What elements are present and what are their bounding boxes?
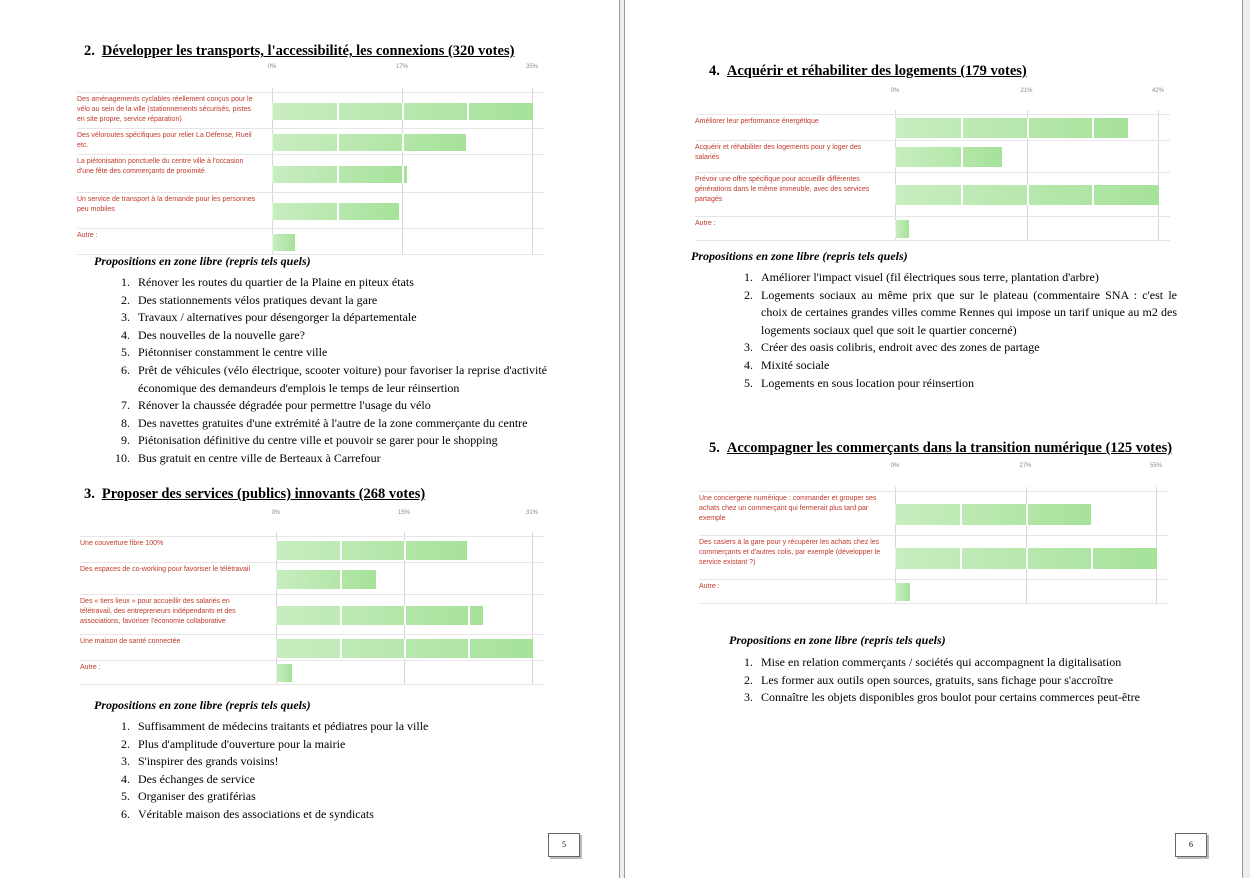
category-label: Autre : bbox=[695, 220, 716, 227]
chart-bottom-line bbox=[699, 603, 1168, 604]
category-label: Autre : bbox=[699, 583, 720, 590]
chart-row bbox=[80, 634, 544, 661]
category-label: Des aménagements cyclables réellement conçus pour le vélo au sein de la ville (stationnements sécurisés, pistes en site propre, service réparation) bbox=[77, 96, 253, 123]
bar bbox=[272, 203, 399, 220]
section-2-propositions-title: Propositions en zone libre (repris tels quels) bbox=[94, 254, 311, 268]
chart-bottom-line bbox=[80, 684, 544, 685]
proposition-item bbox=[114, 806, 554, 824]
section-5-propositions-title: Propositions en zone libre (repris tels quels) bbox=[729, 633, 946, 647]
bar-segment-divider bbox=[961, 147, 963, 167]
proposition-item bbox=[114, 274, 547, 292]
proposition-number: 3. bbox=[121, 310, 130, 325]
proposition-item bbox=[114, 415, 547, 433]
bar bbox=[276, 664, 292, 682]
axis-tick-label: 15% bbox=[397, 510, 411, 516]
proposition-item bbox=[114, 397, 547, 415]
chart-row bbox=[695, 140, 1170, 173]
axis-tick-label: 0% bbox=[890, 463, 900, 469]
bar bbox=[895, 548, 1157, 569]
category-label: Des véloroutes spécifiques pour relier La Défense, Rueil etc. bbox=[77, 132, 252, 149]
bar-segment-divider bbox=[340, 606, 342, 625]
bar bbox=[895, 583, 910, 601]
chart-row bbox=[80, 660, 544, 685]
section-4-propositions-title: Propositions en zone libre (repris tels quels) bbox=[691, 249, 908, 263]
axis-tick-label: 27% bbox=[1019, 463, 1032, 469]
proposition-text: Travaux / alternatives pour désengorger la départementale bbox=[138, 310, 417, 325]
bar-segment-divider bbox=[402, 134, 404, 151]
proposition-item bbox=[737, 357, 1177, 375]
proposition-text: Des échanges de service bbox=[138, 771, 255, 786]
proposition-text: Logements en sous location pour réinsertion bbox=[761, 375, 974, 390]
section-4-propositions-list bbox=[737, 269, 1177, 392]
proposition-item bbox=[114, 327, 547, 345]
chart-row bbox=[77, 192, 544, 229]
page-5 bbox=[0, 0, 620, 878]
bar bbox=[276, 570, 376, 589]
section-2-propositions-list bbox=[114, 274, 547, 468]
axis-tick-label: 31% bbox=[525, 510, 539, 516]
proposition-text: Améliorer l'impact visuel (fil électriques sous terre, plantation d'arbre) bbox=[761, 270, 1099, 284]
bar-segment-divider bbox=[1026, 504, 1028, 525]
proposition-text: Suffisamment de médecins traitants et pédiatres pour la ville bbox=[138, 719, 429, 733]
bar-segment-divider bbox=[960, 548, 962, 569]
bar bbox=[895, 147, 1002, 167]
proposition-number: 1. bbox=[744, 270, 753, 284]
proposition-number: 4. bbox=[121, 771, 130, 786]
bar-segment-divider bbox=[337, 166, 339, 183]
proposition-text: Rénover les routes du quartier de la Plaine en piteux états bbox=[138, 275, 414, 289]
proposition-number: 3. bbox=[744, 690, 753, 705]
section-3-title: 3. Proposer des services (publics) innovants (268 votes) bbox=[84, 486, 426, 502]
chart-transports bbox=[77, 64, 547, 254]
proposition-text: Piétonniser constamment le centre ville bbox=[138, 345, 328, 360]
bar bbox=[272, 166, 407, 183]
category-label: La piétonisation ponctuelle du centre ville à l'occasion d'une fête des commerçants de proximité bbox=[77, 158, 244, 175]
proposition-text: Véritable maison des associations et de syndicats bbox=[138, 806, 374, 821]
bar-segment-divider bbox=[337, 103, 339, 120]
bar-segment-divider bbox=[404, 606, 406, 625]
category-label: Prévoir une offre spécifique pour accueillir différentes générations dans le même immeuble, avec des services partagés bbox=[695, 176, 870, 203]
proposition-text: Logements sociaux au même prix que sur le plateau (commentaire SNA : c'est le choix de certaines grandes villes comme Rennes qui impose un tarif unique au m2 des logements sociaux quel que soit le quartier concerné) bbox=[761, 287, 1177, 337]
proposition-text: Les former aux outils open sources, gratuits, sans fichage pour s'accroître bbox=[761, 672, 1114, 687]
bar-segment-divider bbox=[404, 639, 406, 658]
proposition-text: Des stationnements vélos pratiques devant la gare bbox=[138, 292, 378, 307]
chart-logements bbox=[695, 88, 1165, 240]
bar-segment-divider bbox=[1027, 118, 1029, 138]
axis-tick-label: 42% bbox=[1151, 88, 1165, 94]
chart-row bbox=[77, 92, 544, 129]
proposition-item bbox=[114, 450, 547, 468]
proposition-number: 3. bbox=[744, 340, 753, 355]
chart-row bbox=[80, 594, 544, 635]
proposition-number: 5. bbox=[121, 789, 130, 804]
proposition-item bbox=[737, 672, 1187, 690]
page-6 bbox=[624, 0, 1243, 878]
section-3-propositions-title: Propositions en zone libre (repris tels quels) bbox=[94, 698, 311, 712]
proposition-number: 6. bbox=[121, 806, 130, 821]
proposition-number: 7. bbox=[121, 398, 130, 413]
proposition-text: S'inspirer des grands voisins! bbox=[138, 754, 279, 769]
proposition-number: 8. bbox=[121, 415, 130, 430]
proposition-number: 2. bbox=[121, 292, 130, 307]
category-label: Des « tiers lieux » pour accueillir des salariés en télétravail, des entrepreneurs indépendants et des associations, favoriser l'économie collaborative bbox=[80, 598, 236, 625]
bar-segment-divider bbox=[961, 118, 963, 138]
category-label: Améliorer leur performance énergétique bbox=[695, 118, 819, 125]
proposition-text: Piétonisation définitive du centre ville et pouvoir se garer pour le shopping bbox=[138, 433, 498, 448]
section-3-propositions-list bbox=[114, 718, 554, 824]
bar-segment-divider bbox=[1092, 118, 1094, 138]
proposition-number: 1. bbox=[121, 719, 130, 733]
proposition-number: 2. bbox=[744, 287, 753, 302]
proposition-item bbox=[737, 339, 1177, 357]
page-number-6: 6 bbox=[1175, 833, 1207, 857]
bar-segment-divider bbox=[468, 639, 470, 658]
bar bbox=[272, 103, 533, 120]
bar-segment-divider bbox=[467, 103, 469, 120]
proposition-number: 6. bbox=[121, 362, 130, 377]
chart-row bbox=[699, 535, 1168, 580]
proposition-item bbox=[114, 344, 547, 362]
category-label: Autre : bbox=[80, 664, 101, 671]
chart-row bbox=[80, 562, 544, 595]
bar bbox=[895, 118, 1128, 138]
bar-segment-divider bbox=[340, 541, 342, 560]
category-label: Une conciergerie numérique : commander et grouper ses achats chez un commerçant qui fermerait plus tard par exemple bbox=[699, 495, 877, 522]
proposition-item bbox=[114, 432, 547, 450]
bar-segment-divider bbox=[1092, 185, 1094, 205]
chart-row bbox=[80, 536, 544, 563]
proposition-text: Des navettes gratuites d'une extrémité à l'autre de la zone commerçante du centre bbox=[138, 415, 528, 430]
section-5-title: 5. Accompagner les commerçants dans la transition numérique (125 votes) bbox=[709, 440, 1173, 456]
chart-row bbox=[699, 579, 1168, 604]
proposition-text: Mise en relation commerçants / sociétés qui accompagnent la digitalisation bbox=[761, 655, 1122, 669]
bar-segment-divider bbox=[961, 185, 963, 205]
category-label: Des espaces de co-working pour favoriser le télétravail bbox=[80, 566, 251, 573]
proposition-number: 4. bbox=[121, 327, 130, 342]
proposition-text: Organiser des gratiférias bbox=[138, 789, 256, 804]
bar bbox=[276, 606, 483, 625]
proposition-number: 2. bbox=[744, 672, 753, 687]
axis-tick-label: 0% bbox=[267, 64, 277, 70]
bar-segment-divider bbox=[1027, 185, 1029, 205]
proposition-number: 10. bbox=[115, 450, 130, 465]
proposition-number: 5. bbox=[744, 375, 753, 390]
section-5-propositions-list bbox=[737, 654, 1187, 707]
proposition-item bbox=[737, 375, 1177, 393]
category-label: Acquérir et réhabiliter des logements pour y loger des salariés bbox=[695, 144, 862, 161]
proposition-item bbox=[737, 269, 1177, 287]
bar-segment-divider bbox=[468, 606, 470, 625]
proposition-number: 1. bbox=[121, 275, 130, 289]
proposition-item bbox=[737, 654, 1187, 672]
chart-services bbox=[80, 510, 539, 684]
proposition-number: 4. bbox=[744, 357, 753, 372]
proposition-text: Prêt de véhicules (vélo électrique, scooter voiture) pour favoriser la reprise d'activité économique des demandeurs d'emplois le temps de leur réinsertion bbox=[138, 362, 547, 395]
section-2-title: 2. Développer les transports, l'accessibilité, les connexions (320 votes) bbox=[84, 43, 515, 59]
bar-segment-divider bbox=[960, 504, 962, 525]
bar-segment-divider bbox=[1026, 548, 1028, 569]
proposition-item bbox=[737, 689, 1187, 707]
proposition-text: Créer des oasis colibris, endroit avec des zones de partage bbox=[761, 340, 1040, 355]
chart-row bbox=[695, 172, 1170, 217]
proposition-text: Rénover la chaussée dégradée pour permettre l'usage du vélo bbox=[138, 398, 431, 413]
category-label: Des casiers à la gare pour y récupérer les achats chez les commerçants et d'autres colis, par exemple (développer le service existant ?) bbox=[699, 539, 881, 566]
bar bbox=[276, 541, 467, 560]
proposition-number: 2. bbox=[121, 736, 130, 751]
proposition-number: 1. bbox=[744, 655, 753, 669]
bar-segment-divider bbox=[340, 570, 342, 589]
proposition-text: Bus gratuit en centre ville de Berteaux à Carrefour bbox=[138, 450, 381, 465]
bar bbox=[895, 504, 1091, 525]
bar-segment-divider bbox=[402, 166, 404, 183]
proposition-item bbox=[114, 771, 554, 789]
axis-tick-label: 17% bbox=[395, 64, 409, 70]
chart-row bbox=[695, 114, 1170, 141]
category-label: Un service de transport à la demande pour les personnes peu mobiles bbox=[77, 196, 256, 213]
proposition-number: 3. bbox=[121, 754, 130, 769]
proposition-text: Connaître les objets disponibles gros boulot pour certains commerces peut-être bbox=[761, 690, 1140, 705]
chart-row bbox=[695, 216, 1170, 241]
proposition-text: Plus d'amplitude d'ouverture pour la mairie bbox=[138, 736, 346, 751]
proposition-item bbox=[114, 309, 547, 327]
axis-tick-label: 0% bbox=[271, 510, 281, 516]
chart-row bbox=[77, 128, 544, 155]
bar-segment-divider bbox=[337, 134, 339, 151]
chart-bottom-line bbox=[695, 240, 1170, 241]
axis-tick-label: 35% bbox=[525, 64, 539, 70]
proposition-text: Mixité sociale bbox=[761, 357, 830, 372]
bar bbox=[895, 185, 1159, 205]
proposition-item bbox=[114, 788, 554, 806]
proposition-item bbox=[114, 753, 554, 771]
chart-row bbox=[77, 228, 544, 255]
category-label: Autre : bbox=[77, 232, 98, 239]
bar-segment-divider bbox=[337, 203, 339, 220]
bar bbox=[895, 220, 909, 238]
category-label: Une maison de santé connectée bbox=[80, 638, 181, 645]
proposition-number: 9. bbox=[121, 433, 130, 448]
proposition-item bbox=[737, 287, 1177, 340]
axis-tick-label: 21% bbox=[1020, 88, 1033, 94]
proposition-number: 5. bbox=[121, 345, 130, 360]
bar-segment-divider bbox=[404, 541, 406, 560]
bar bbox=[272, 234, 295, 251]
chart-commercants bbox=[699, 463, 1167, 603]
proposition-item bbox=[114, 362, 547, 397]
bar-segment-divider bbox=[402, 103, 404, 120]
page-number-5: 5 bbox=[548, 833, 580, 857]
category-label: Une couverture fibre 100% bbox=[80, 540, 164, 547]
proposition-text: Des nouvelles de la nouvelle gare? bbox=[138, 327, 305, 342]
proposition-item bbox=[114, 736, 554, 754]
chart-row bbox=[77, 154, 544, 193]
axis-tick-label: 55% bbox=[1149, 463, 1163, 469]
proposition-item bbox=[114, 718, 554, 736]
bar-segment-divider bbox=[1091, 548, 1093, 569]
chart-row bbox=[699, 491, 1168, 536]
proposition-item bbox=[114, 292, 547, 310]
bar bbox=[276, 639, 533, 658]
bar bbox=[272, 134, 466, 151]
section-4-title: 4. Acquérir et réhabiliter des logements (179 votes) bbox=[709, 63, 1027, 79]
axis-tick-label: 0% bbox=[890, 88, 900, 94]
bar-segment-divider bbox=[340, 639, 342, 658]
